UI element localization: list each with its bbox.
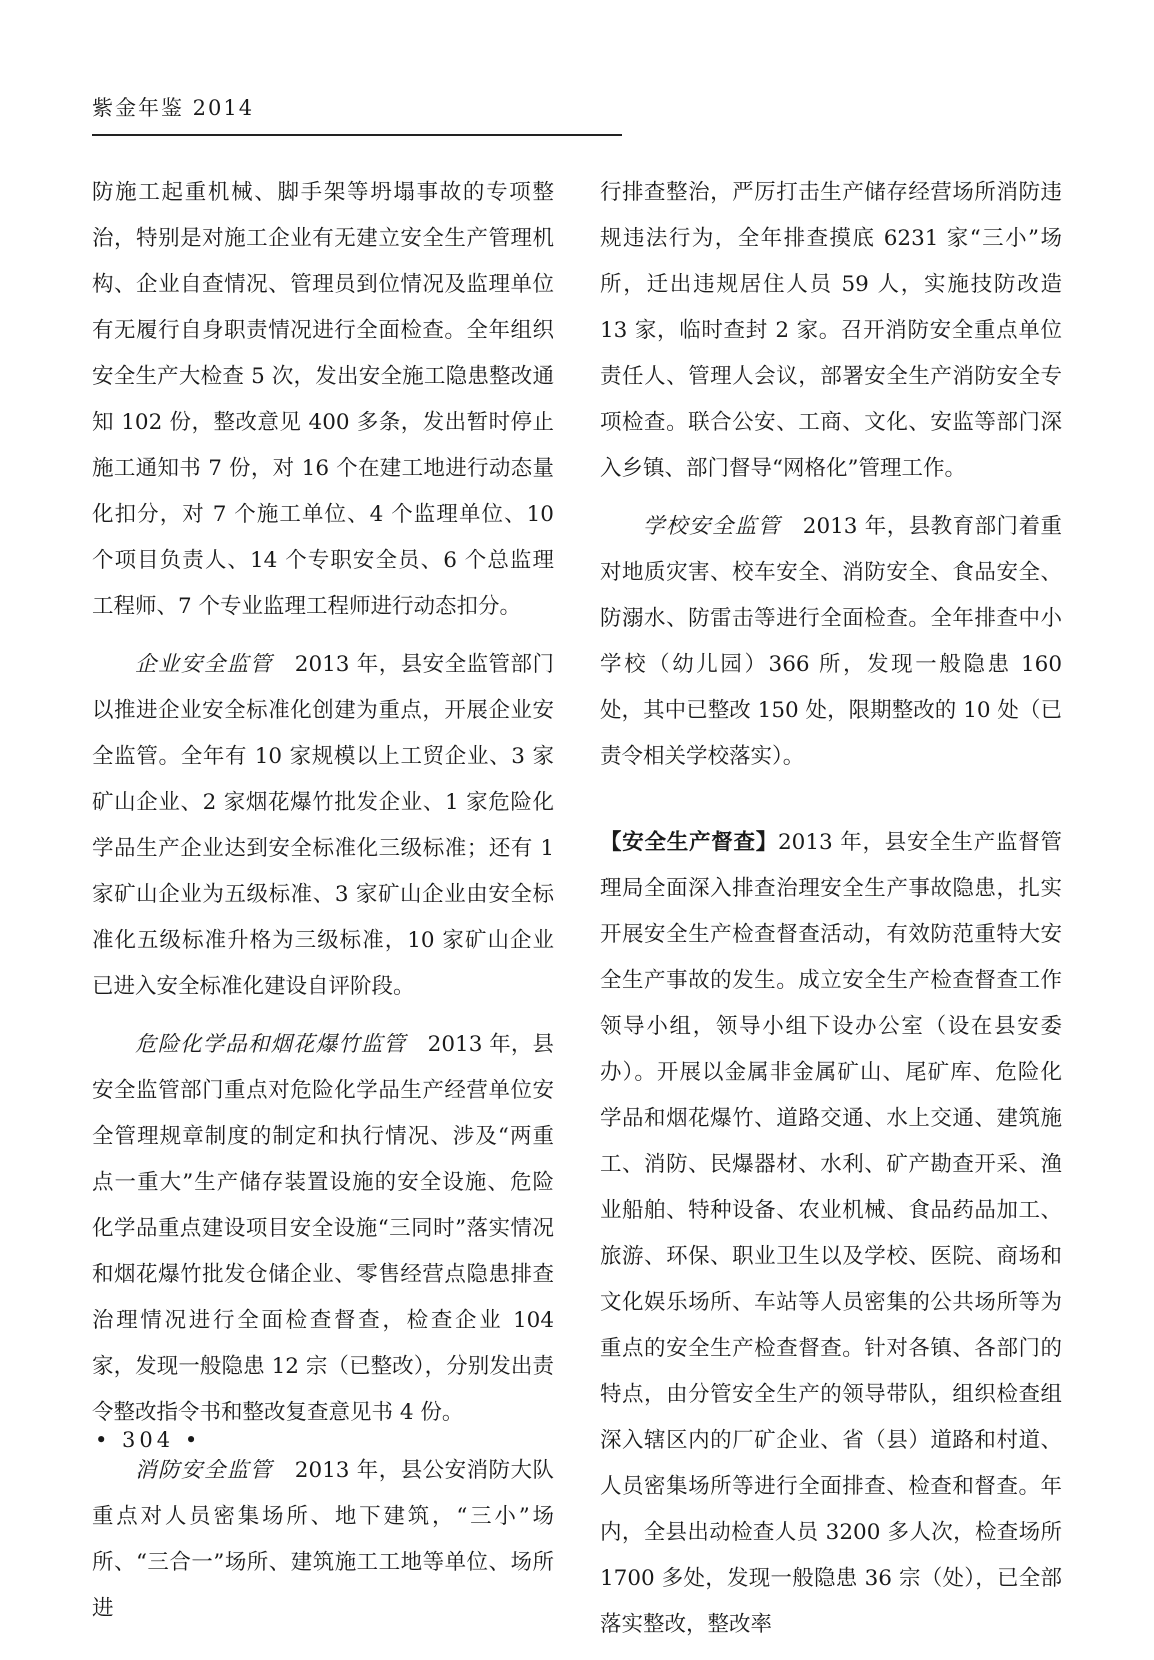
subhead-hazardous-chemicals: 危险化学品和烟花爆竹监管 <box>135 1032 407 1057</box>
page-number: • 304 • <box>95 1428 202 1452</box>
body-safety-inspection: 2013 年，县安全生产监督管理局全面深入排查治理安全生产事故隐患，扎实开展安全生产检查督查活动，有效防范重特大安全生产事故的发生。成立安全生产检查督查工作领导小组，领导小组下设办公室（设在县安委办）。开展以金属非金属矿山、尾矿库、危险化学品和烟花爆竹、道路交通、水上交通、建筑施工、消防、民爆器材、水利、矿产勘查开采、渔业船舶、特种设备、农业机械、食品药品加工、旅游、环保、职业卫生以及学校、医院、商场和文化娱乐场所、车站等人员密集的公共场所等为重点的安全生产检查督查。针对各镇、各部门的特点，由分管安全生产的领导带队，组织检查组深入辖区内的厂矿企业、省（县）道路和村道、人员密集场所等进行全面排查、检查和督查。年内，全县出动检查人员 3200 多人次，检查场所 1700 多处，发现一般隐患 36 宗（处），已全部落实整改，整改率 <box>600 830 1062 1637</box>
body-hazardous-chemicals: 2013 年，县安全监管部门重点对危险化学品生产经营单位安全管理规章制度的制定和执行情况、涉及“两重点一重大”生产储存装置设施的安全设施、危险化学品重点建设项目安全设施“三同时”落实情况和烟花爆竹批发仓储企业、零售经营点隐患排查治理情况进行全面检查督查，检查企业 104 家，发现一般隐患 12 宗（已整改），分别发出责令整改指令书和整改复查意见书 4 份。 <box>92 1032 554 1425</box>
paragraph-fire-safety-continued: 行排查整治，严厉打击生产储存经营场所消防违规违法行为，全年排查摸底 6231 家“三小”场所，迁出违规居住人员 59 人，实施技防改造 13 家，临时查封 2 家。召开消防安全重点单位责任人、管理人会议，部署安全生产消防安全专项检查。联合公安、工商、文化、安监等部门深入乡镇、部门督导“网格化”管理工作。 <box>600 180 1062 481</box>
paragraph-school-safety <box>600 504 1062 780</box>
body-enterprise-safety: 2013 年，县安全监管部门以推进企业安全标准化创建为重点，开展企业安全监管。全年有 10 家规模以上工贸企业、3 家矿山企业、2 家烟花爆竹批发企业、1 家危险化学品生产企业达到安全标准化三级标准；还有 1 家矿山企业为五级标准、3 家矿山企业由安全标准化五级标准升格为三级标准，10 家矿山企业已进入安全标准化建设自评阶段。 <box>92 652 554 999</box>
left-column <box>92 170 554 1644</box>
subhead-enterprise-safety: 企业安全监管 <box>135 652 273 677</box>
paragraph-fire-safety <box>92 1448 554 1632</box>
paragraph-construction-continued: 防施工起重机械、脚手架等坍塌事故的专项整治，特别是对施工企业有无建立安全生产管理机构、企业自查情况、管理员到位情况及监理单位有无履行自身职责情况进行全面检查。全年组织安全生产大检查 5 次，发出安全施工隐患整改通知 102 份，整改意见 400 多条，发出暂时停止施工通知书 7 份，对 16 个在建工地进行动态量化扣分，对 7 个施工单位、4 个监理单位、10 个项目负责人、14 个专职安全员、6 个总监理工程师、7 个专业监理工程师进行动态扣分。 <box>92 180 554 619</box>
body-fire-safety: 2013 年，县公安消防大队重点对人员密集场所、地下建筑，“三小”场所、“三合一”场所、建筑施工工地等单位、场所进 <box>92 1458 554 1621</box>
paragraph-hazardous-chemicals <box>92 1022 554 1436</box>
right-column <box>600 170 1062 1660</box>
paragraph-enterprise-safety <box>92 642 554 1010</box>
section-title-safety-inspection: 【安全生产督查】 <box>600 830 778 855</box>
header-rule <box>92 134 622 136</box>
running-header: 紫金年鉴 2014 <box>92 96 255 120</box>
body-school-safety: 2013 年，县教育部门着重对地质灾害、校车安全、消防安全、食品安全、防溺水、防雷击等进行全面检查。全年排查中小学校（幼儿园）366 所，发现一般隐患 160 处，其中已整改 150 处，限期整改的 10 处（已责令相关学校落实）。 <box>600 514 1062 769</box>
subhead-fire-safety: 消防安全监管 <box>135 1458 273 1483</box>
paragraph-safety-inspection <box>600 820 1062 1648</box>
subhead-school-safety: 学校安全监管 <box>643 514 781 539</box>
